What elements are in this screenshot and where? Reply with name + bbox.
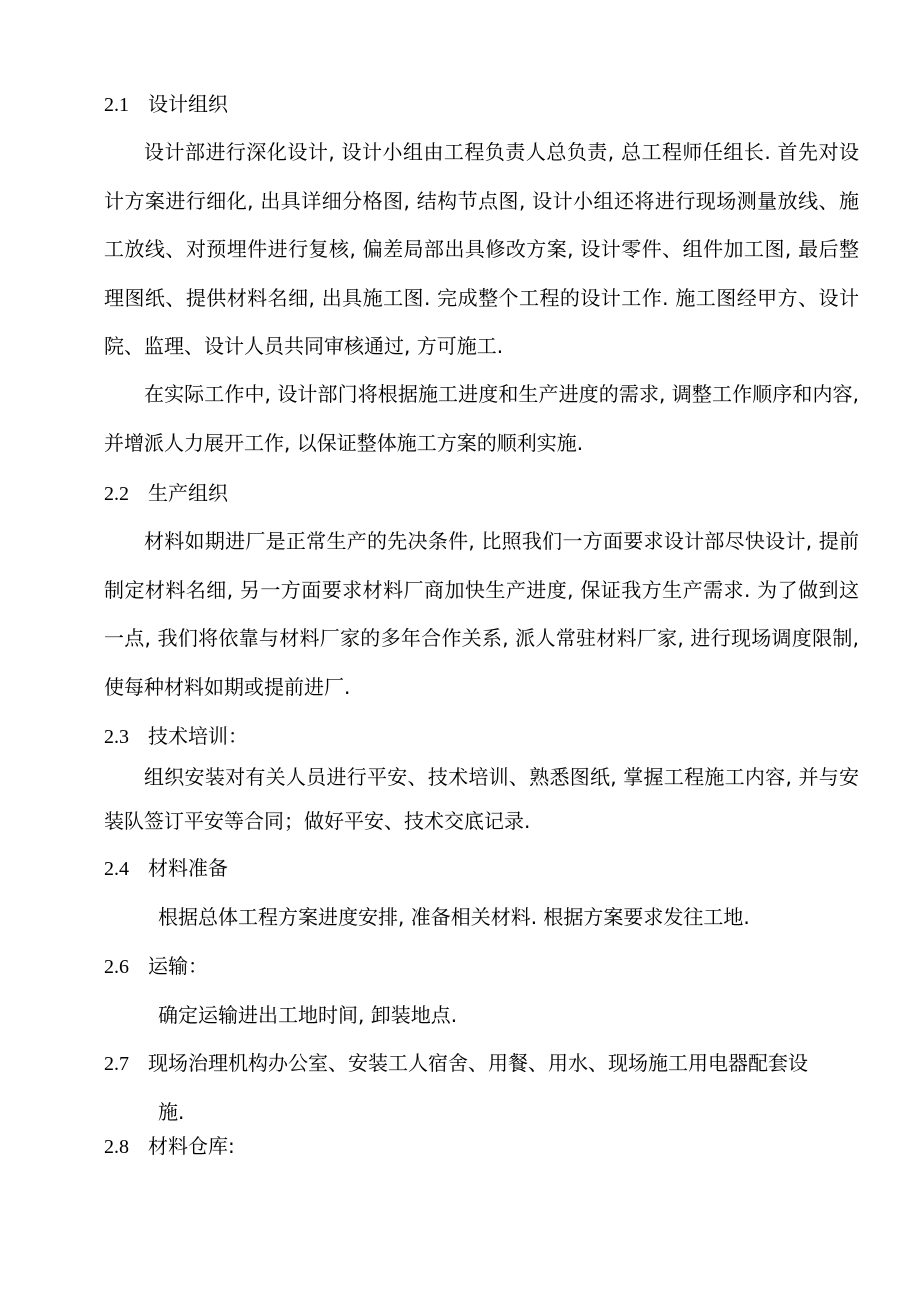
section-number: 2.7 (104, 1053, 129, 1075)
paragraph-training: 组织安装对有关人员进行平安、技术培训、熟悉图纸, 掌握工程施工内容, 并与安装队签订平安等合同；做好平安、技术交底记录. (104, 765, 859, 833)
section-number: 2.6 (104, 956, 129, 978)
section-heading-2-3 (104, 724, 248, 749)
section-title: 技术培训： (148, 724, 248, 748)
paragraph-transport: 确定运输进出工地时间, 卸装地点. (158, 1003, 458, 1027)
paragraph-design-1: 设计部进行深化设计, 设计小组由工程负责人总负责, 总工程师任组长. 首先对设计方案进行细化, 出具详细分格图, 结构节点图, 设计小组还将进行现场测量放线、施工放线、对预埋件进行复核, 偏差局部出具修改方案, 设计零件、组件加工图, 最后整理图纸、提供材料名细, 出具施工图. 完成整个工程的设计工作. 施工图经甲方、设计院、监理、设计人员共同审核通过, 方可施工. (104, 140, 859, 358)
section-number: 2.3 (104, 726, 129, 748)
section-heading-2-8 (104, 1134, 235, 1159)
paragraph-materials: 根据总体工程方案进度安排, 准备相关材料. 根据方案要求发往工地. (158, 905, 750, 929)
section-title: 材料准备 (148, 856, 228, 880)
section-heading-2-7 (104, 1039, 864, 1136)
section-title-continuation: 施. (158, 1100, 185, 1124)
section-heading-2-6 (104, 954, 208, 979)
section-number: 2.4 (104, 858, 129, 880)
section-number: 2.8 (104, 1136, 129, 1158)
section-title: 材料仓库: (148, 1134, 235, 1158)
section-number: 2.1 (104, 94, 129, 116)
paragraph-design-2: 在实际工作中, 设计部门将根据施工进度和生产进度的需求, 调整工作顺序和内容, 并增派人力展开工作, 以保证整体施工方案的顺利实施. (104, 382, 859, 455)
section-number: 2.2 (104, 483, 129, 505)
section-title: 现场治理机构办公室、安装工人宿舍、用餐、用水、现场施工用电器配套设 (148, 1051, 808, 1075)
section-title: 运输： (148, 954, 208, 978)
section-heading-2-4 (104, 856, 228, 881)
section-title: 生产组织 (148, 481, 228, 505)
section-title: 设计组织 (148, 92, 228, 116)
section-heading-2-2 (104, 481, 228, 506)
section-heading-2-1 (104, 92, 228, 117)
paragraph-production: 材料如期进厂是正常生产的先决条件, 比照我们一方面要求设计部尽快设计, 提前制定材料名细, 另一方面要求材料厂商加快生产进度, 保证我方生产需求. 为了做到这一点, 我们将依靠与材料厂家的多年合作关系, 派人常驻材料厂家, 进行现场调度限制, 使每种材料如期或提前进厂. (104, 529, 859, 699)
